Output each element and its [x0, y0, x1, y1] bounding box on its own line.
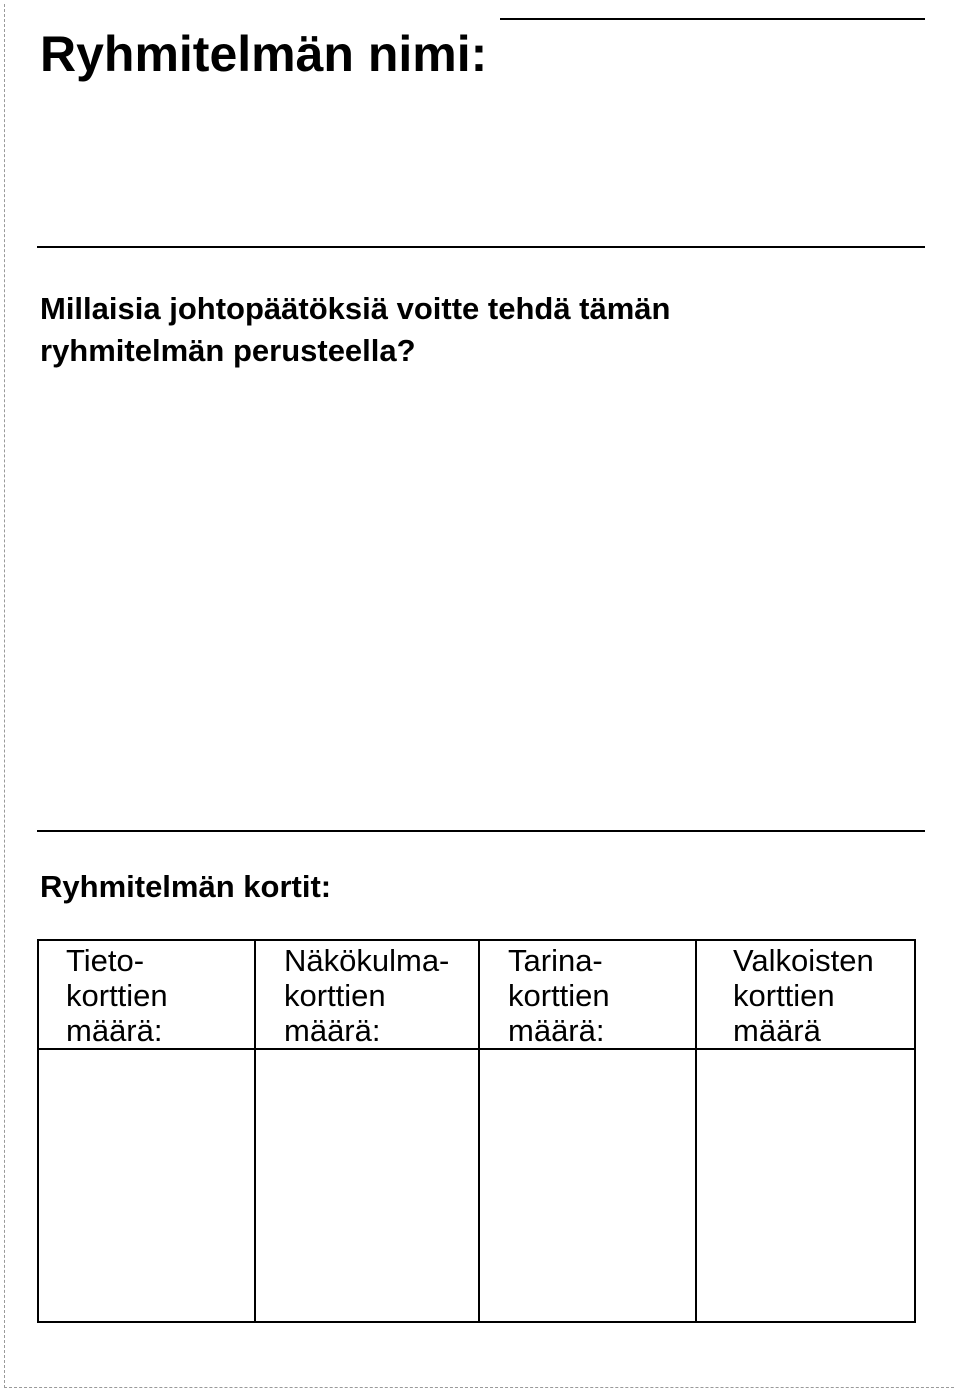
header-line: Valkoisten: [733, 943, 874, 978]
header-line: määrä:: [284, 1013, 381, 1048]
header-line: korttien: [733, 978, 835, 1013]
header-line: korttien: [284, 978, 386, 1013]
white-cards-count-cell: [696, 1049, 915, 1322]
header-line: Näkökulma-: [284, 943, 450, 978]
top-divider: [500, 18, 925, 20]
header-line: korttien: [66, 978, 168, 1013]
header-line: määrä: [733, 1013, 821, 1048]
header-line: määrä:: [508, 1013, 605, 1048]
header-fact-cards: [38, 940, 255, 1049]
story-cards-count-cell: [479, 1049, 696, 1322]
group-name-answer-line: [37, 246, 925, 248]
header-line: Tieto-: [66, 943, 145, 978]
header-story-cards: [479, 940, 696, 1049]
header-line: korttien: [508, 978, 610, 1013]
conclusions-question: Millaisia johtopäätöksiä voitte tehdä tämän ryhmitelmän perusteella?: [40, 291, 671, 368]
card-count-table: [37, 939, 916, 1323]
conclusions-answer-line: [37, 830, 925, 832]
card-count-header-row: [38, 940, 915, 1049]
fact-cards-count-cell: [38, 1049, 255, 1322]
group-name-label: Ryhmitelmän nimi:: [40, 26, 488, 82]
card-count-value-row: [38, 1049, 915, 1322]
header-line: Tarina-: [508, 943, 603, 978]
header-viewpoint-cards: [255, 940, 479, 1049]
viewpoint-cards-count-cell: [255, 1049, 479, 1322]
header-line: määrä:: [66, 1013, 163, 1048]
group-cards-heading: Ryhmitelmän kortit:: [40, 869, 332, 904]
header-white-cards: [696, 940, 915, 1049]
